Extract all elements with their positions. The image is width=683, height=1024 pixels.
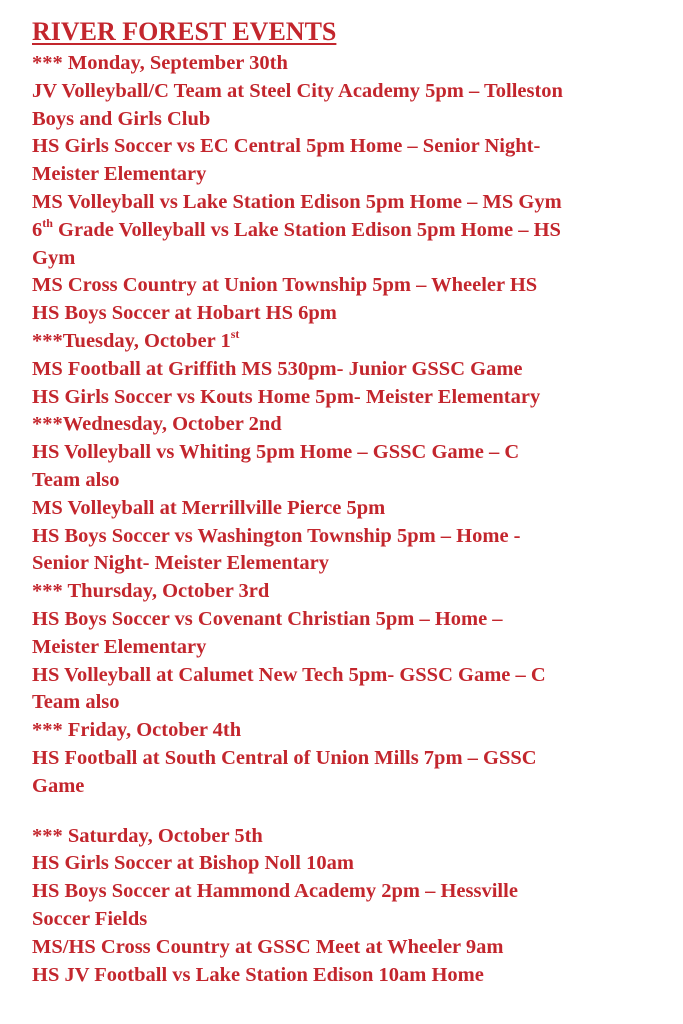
day-heading-thursday: *** Thursday, October 3rd: [32, 580, 270, 603]
event-line: HS Girls Soccer at Bishop Noll 10am: [32, 852, 354, 875]
event-line: HS Volleyball vs Whiting 5pm Home – GSSC Game – C: [32, 441, 520, 464]
event-line: Senior Night- Meister Elementary: [32, 552, 329, 575]
event-line: [32, 217, 672, 245]
day-heading-saturday: *** Saturday, October 5th: [32, 824, 263, 847]
event-line: HS Volleyball at Calumet New Tech 5pm- GSSC Game – C: [32, 663, 546, 686]
ordinal-number: 6: [32, 218, 43, 241]
day-heading-wednesday: ***Wednesday, October 2nd: [32, 413, 282, 436]
event-line: HS Boys Soccer vs Covenant Christian 5pm – Home –: [32, 607, 503, 630]
day-heading-text: ***Tuesday, October 1: [32, 329, 231, 352]
event-line: MS Volleyball at Merrillville Pierce 5pm: [32, 496, 386, 519]
event-line: Meister Elementary: [32, 635, 207, 658]
event-line: HS Boys Soccer vs Washington Township 5pm – Home -: [32, 524, 521, 547]
event-line: Game: [32, 774, 85, 797]
event-line: MS/HS Cross Country at GSSC Meet at Wheeler 9am: [32, 935, 504, 958]
event-line: MS Volleyball vs Lake Station Edison 5pm Home – MS Gym: [32, 190, 562, 213]
event-line: HS Football at South Central of Union Mills 7pm – GSSC: [32, 746, 537, 769]
event-line: JV Volleyball/C Team at Steel City Academy 5pm – Tolleston: [32, 79, 563, 102]
event-line: Team also: [32, 691, 120, 714]
events-document: [32, 14, 672, 989]
event-line: HS Boys Soccer at Hobart HS 6pm: [32, 302, 337, 325]
event-line: HS Girls Soccer vs EC Central 5pm Home – Senior Night-: [32, 135, 541, 158]
event-line: HS Boys Soccer at Hammond Academy 2pm – Hessville: [32, 880, 518, 903]
event-line: MS Cross Country at Union Township 5pm – Wheeler HS: [32, 274, 538, 297]
event-line: HS Girls Soccer vs Kouts Home 5pm- Meister Elementary: [32, 385, 541, 408]
event-line: HS JV Football vs Lake Station Edison 10am Home: [32, 963, 484, 986]
page-title: RIVER FOREST EVENTS: [32, 17, 337, 46]
event-line: MS Football at Griffith MS 530pm- Junior GSSC Game: [32, 357, 523, 380]
event-line: Meister Elementary: [32, 163, 207, 186]
event-line: Team also: [32, 468, 120, 491]
day-heading-monday: *** Monday, September 30th: [32, 52, 288, 74]
event-line: Gym: [32, 246, 76, 269]
day-heading-friday: *** Friday, October 4th: [32, 719, 242, 742]
event-line: Boys and Girls Club: [32, 107, 211, 130]
ordinal-suffix: th: [42, 215, 53, 230]
day-heading-tuesday: [32, 328, 672, 356]
event-line: Soccer Fields: [32, 907, 148, 930]
section-spacer: [32, 801, 672, 823]
ordinal-suffix: st: [230, 327, 240, 342]
event-line-text: Grade Volleyball vs Lake Station Edison 5pm Home – HS: [52, 218, 561, 241]
